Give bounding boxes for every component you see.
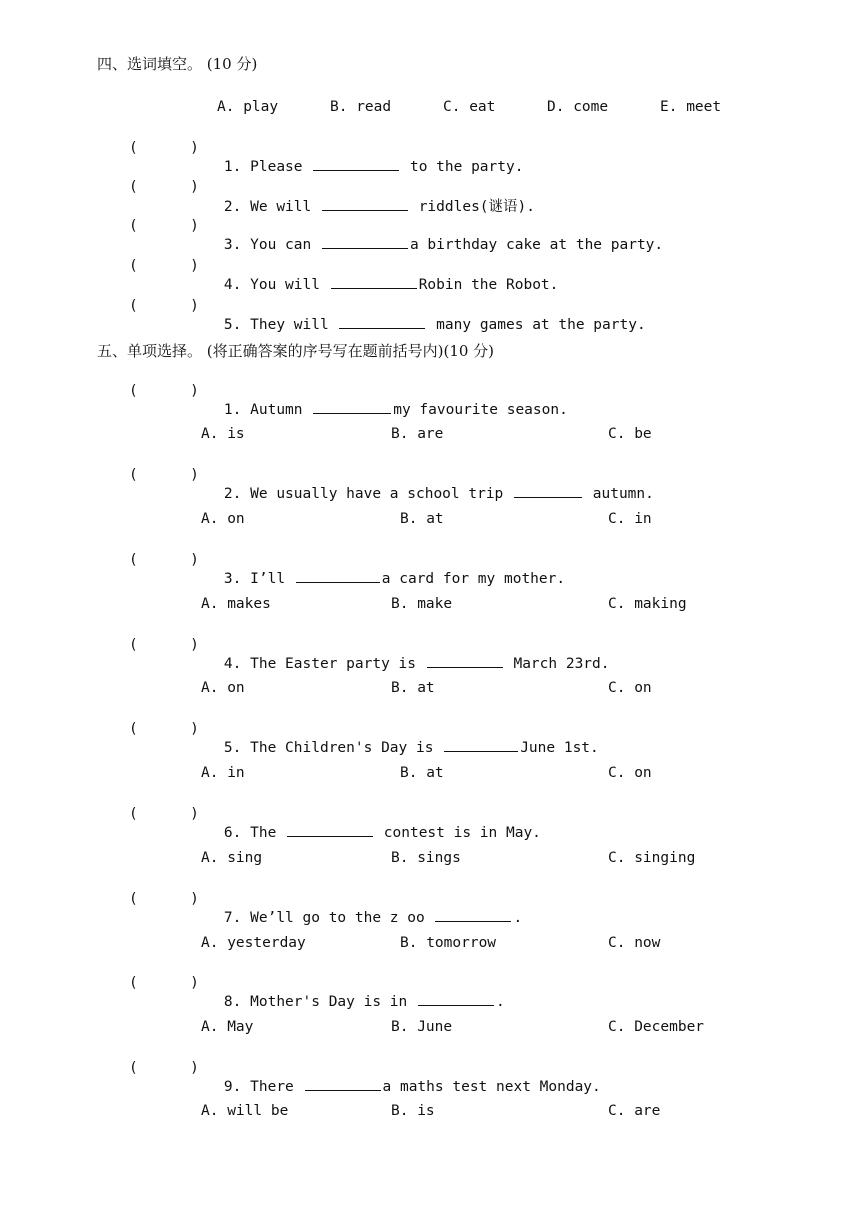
question-before: I’ll <box>250 571 294 587</box>
option-b[interactable]: B. make <box>391 596 453 612</box>
question-after: a card for my mother. <box>381 571 566 587</box>
answer-parens[interactable]: ( ) <box>129 218 199 234</box>
word-bank-item: B. read <box>330 99 392 115</box>
answer-blank[interactable] <box>322 196 408 211</box>
answer-parens[interactable]: ( ) <box>129 891 199 907</box>
question-before: The Children's Day is <box>250 740 443 756</box>
option-a[interactable]: A. in <box>201 765 245 781</box>
option-a[interactable]: A. will be <box>201 1103 289 1119</box>
option-c[interactable]: C. be <box>608 426 652 442</box>
question-before: Autumn <box>250 402 312 418</box>
option-b[interactable]: B. are <box>391 426 444 442</box>
section4-heading: 四、选词填空。 (10 分) <box>97 55 258 73</box>
question-before: They will <box>250 317 338 333</box>
answer-blank[interactable] <box>514 483 582 498</box>
answer-blank[interactable] <box>339 314 425 329</box>
option-b[interactable]: B. sings <box>391 850 461 866</box>
question-row <box>0 1060 860 1095</box>
option-c[interactable]: C. are <box>608 1103 661 1119</box>
answer-parens[interactable]: ( ) <box>129 179 199 195</box>
option-c[interactable]: C. making <box>608 596 687 612</box>
question-after: a maths test next Monday. <box>382 1079 601 1095</box>
answer-parens[interactable]: ( ) <box>129 637 199 653</box>
option-c[interactable]: C. December <box>608 1019 705 1035</box>
question-row <box>0 140 860 175</box>
option-b[interactable]: B. at <box>400 765 444 781</box>
question-number: 1. <box>223 402 242 418</box>
answer-blank[interactable] <box>435 907 511 922</box>
answer-blank[interactable] <box>427 653 503 668</box>
word-bank-item: C. eat <box>443 99 496 115</box>
question-row <box>0 637 860 672</box>
question-row <box>0 552 860 587</box>
answer-parens[interactable]: ( ) <box>129 806 199 822</box>
answer-blank[interactable] <box>418 991 494 1006</box>
answer-parens[interactable]: ( ) <box>129 467 199 483</box>
question-before: We will <box>250 199 320 215</box>
option-a[interactable]: A. is <box>201 426 245 442</box>
question-before: There <box>250 1079 303 1095</box>
option-b[interactable]: B. tomorrow <box>400 935 497 951</box>
question-number: 2. <box>223 199 242 215</box>
question-row <box>0 298 860 333</box>
question-text <box>189 721 599 772</box>
question-after: contest is in May. <box>375 825 541 841</box>
question-number: 4. <box>223 656 242 672</box>
question-text <box>189 383 568 434</box>
question-before: You will <box>250 277 329 293</box>
word-bank-item: A. play <box>217 99 279 115</box>
answer-parens[interactable]: ( ) <box>129 383 199 399</box>
answer-blank[interactable] <box>305 1076 381 1091</box>
answer-blank[interactable] <box>313 399 391 414</box>
answer-blank[interactable] <box>322 234 408 249</box>
question-before: The Easter party is <box>250 656 425 672</box>
question-row <box>0 721 860 756</box>
question-after: many games at the party. <box>427 317 646 333</box>
option-a[interactable]: A. on <box>201 511 245 527</box>
answer-blank[interactable] <box>444 737 518 752</box>
answer-parens[interactable]: ( ) <box>129 721 199 737</box>
question-number: 9. <box>223 1079 242 1095</box>
question-number: 6. <box>223 825 242 841</box>
question-before: You can <box>250 237 320 253</box>
answer-blank[interactable] <box>287 822 373 837</box>
answer-parens[interactable]: ( ) <box>129 975 199 991</box>
question-number: 1. <box>223 159 242 175</box>
answer-parens[interactable]: ( ) <box>129 298 199 314</box>
option-a[interactable]: A. sing <box>201 850 263 866</box>
question-number: 4. <box>223 277 242 293</box>
question-after: to the party. <box>401 159 524 175</box>
option-b[interactable]: B. at <box>400 511 444 527</box>
option-c[interactable]: C. in <box>608 511 652 527</box>
question-row <box>0 806 860 841</box>
question-after: autumn. <box>584 486 654 502</box>
question-row <box>0 218 860 253</box>
question-number: 2. <box>223 486 242 502</box>
question-before: We’ll go to the z oo <box>250 910 434 926</box>
option-c[interactable]: C. now <box>608 935 661 951</box>
question-after: my favourite season. <box>393 402 568 418</box>
word-bank-item: E. meet <box>660 99 722 115</box>
question-after: . <box>513 910 523 926</box>
question-after: March 23rd. <box>504 656 610 672</box>
option-c[interactable]: C. on <box>608 680 652 696</box>
question-row <box>0 179 860 215</box>
answer-blank[interactable] <box>313 156 399 171</box>
question-after: a birthday cake at the party. <box>409 237 664 253</box>
question-number: 3. <box>223 571 242 587</box>
question-before: We usually have a school trip <box>250 486 513 502</box>
answer-parens[interactable]: ( ) <box>129 552 199 568</box>
question-after: . <box>496 994 505 1010</box>
word-bank-item: D. come <box>547 99 609 115</box>
question-before: The <box>250 825 286 841</box>
section5-heading: 五、单项选择。 (将正确答案的序号写在题前括号内)(10 分) <box>97 342 495 360</box>
question-after: June 1st. <box>520 740 599 756</box>
answer-blank[interactable] <box>296 568 380 583</box>
option-a[interactable]: A. on <box>201 680 245 696</box>
question-number: 5. <box>223 317 242 333</box>
option-b[interactable]: B. is <box>391 1103 435 1119</box>
option-c[interactable]: C. on <box>608 765 652 781</box>
question-row <box>0 258 860 293</box>
answer-parens[interactable]: ( ) <box>129 140 199 156</box>
option-c[interactable]: C. singing <box>608 850 696 866</box>
question-before: Please <box>250 159 312 175</box>
answer-parens[interactable]: ( ) <box>129 1060 199 1076</box>
question-row <box>0 891 860 926</box>
option-a[interactable]: A. May <box>201 1019 254 1035</box>
option-a[interactable]: A. makes <box>201 596 271 612</box>
question-row <box>0 467 860 502</box>
question-row <box>0 383 860 418</box>
option-b[interactable]: B. at <box>391 680 435 696</box>
answer-blank[interactable] <box>331 274 417 289</box>
question-number: 8. <box>223 994 242 1010</box>
option-b[interactable]: B. June <box>391 1019 453 1035</box>
option-a[interactable]: A. yesterday <box>201 935 306 951</box>
question-number: 7. <box>223 910 242 926</box>
question-before: Mother's Day is in <box>250 994 416 1010</box>
answer-parens[interactable]: ( ) <box>129 258 199 274</box>
question-number: 5. <box>223 740 242 756</box>
question-after: riddles(谜语). <box>409 199 535 215</box>
question-number: 3. <box>223 237 242 253</box>
question-row <box>0 975 860 1010</box>
question-after: Robin the Robot. <box>418 277 559 293</box>
